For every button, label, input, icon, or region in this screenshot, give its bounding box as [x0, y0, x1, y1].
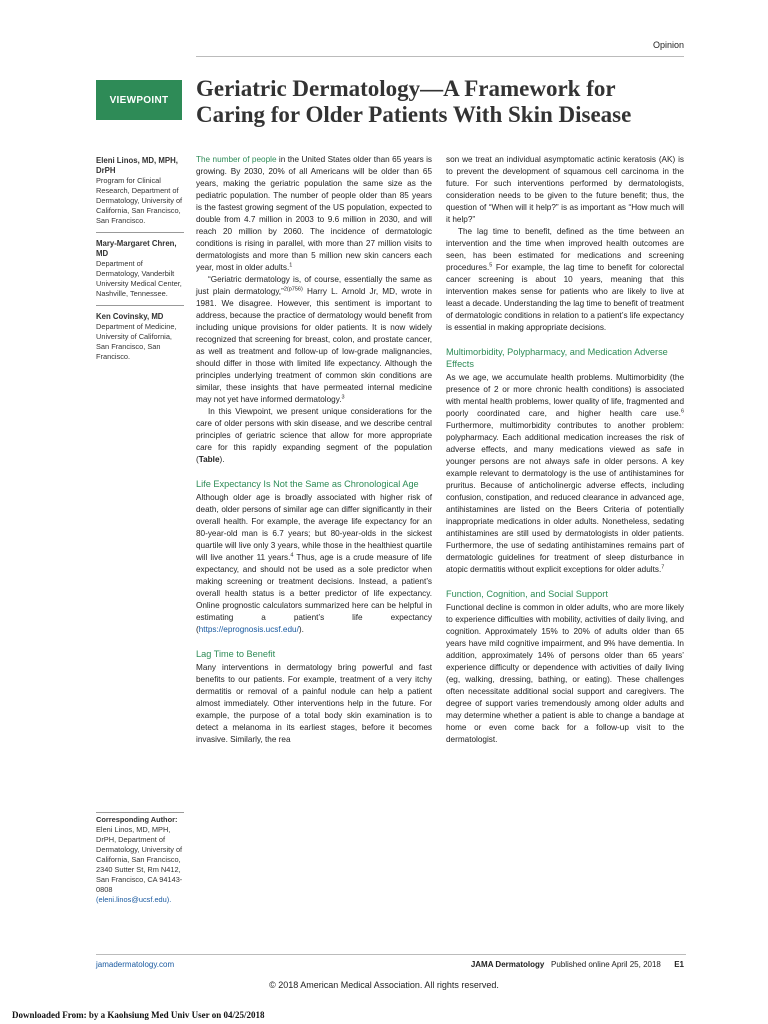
top-rule [196, 56, 684, 57]
heading-lag-time: Lag Time to Benefit [196, 649, 276, 659]
lead-in: The number of people [196, 155, 277, 164]
download-stamp: Downloaded From: by a Kaohsiung Med Univ User on 04/25/2018 [12, 1010, 265, 1020]
viewpoint-tag: VIEWPOINT [96, 80, 182, 120]
bottom-rule [96, 954, 686, 955]
author-block [96, 156, 184, 233]
corresponding-text: Eleni Linos, MD, MPH, DrPH, Department of Dermatology, University of California, San Francisco, 2340 Sutter St, Rm N412, San Francisco, CA 94143-0808 [96, 825, 183, 894]
section-label: Opinion [652, 40, 684, 50]
author-name: Eleni Linos, MD, MPH, DrPH [96, 156, 178, 175]
article-title: Geriatric Dermatology—A Framework for Caring for Older Patients With Skin Disease [196, 76, 632, 127]
corresponding-label: Corresponding Author: [96, 815, 178, 824]
author-affiliation: Department of Medicine, University of California, San Francisco, San Francisco. [96, 322, 177, 361]
author-name: Mary-Margaret Chren, MD [96, 239, 177, 258]
heading-multimorbidity: Multimorbidity, Polypharmacy, and Medication Adverse Effects [446, 347, 668, 369]
author-name: Ken Covinsky, MD [96, 312, 164, 321]
page-number: E1 [674, 960, 684, 969]
copyright: © 2018 American Medical Association. All rights reserved. [269, 980, 499, 990]
column-right: son we treat an individual asymptomatic actinic keratosis (AK) is to prevent the development of squamous cell carcinoma in the future. For such interventions performed by dermatologists, consideration needs to be given to the future benefit; thus, the question of “When will it help?” is as important as “How much will it help?” The lag time to benefit, defined as the time between an intervention and the time when improved health outcomes are seen, has been estimated for medications and screening procedures.$^5$ For example, the lag time to benefit for colorectal cancer screening is about 10 years, meaning that this intervention makes sense for patients who are likely to live at least a decade. Understanding the lag time to benefit of treatment of dermatologic conditions in relation to a patient’s life expectancy is essential in making appropriate decisions. Multimorbidity, Polypharmacy, and Medication Adverse Effects As we age, we accumulate health problems. Multimorbidity (the presence of 2 or more chronic health conditions) is associated with mental health problems, lower quality of life, fragmented and poorly coordinated care, and higher health care use.$^6$ Furthermore, multimorbidity contributes to another problem: polypharmacy. Each additional medication increases the risk of adverse effects, and many medications viewed as safe in younger persons are not always safe in older persons. A key example relevant to dermatology is the use of antihistamines for pruritus. Because of anticholinergic adverse effects, including confusion, constipation, and reduced clearance in advanced age, antihistamines are listed on the Beers Criteria of potentially inappropriate medications in older adults. Nonetheless, sedating antihistamines are still used by dermatologists in older patients. Furthermore, the use of sedating antihistamines remains part of dermatologic guidelines for treatment of sleep disturbance in atopic dermatitis without explicit exceptions for older adults.$^7$ Function, Cognition, and Social Support Functional decline is common in older adults, who are more likely to experience difficulties with mobility, activities of daily living, and cognition. Approximately 15% to 20% of adults older than 65 years have mild cognitive impairment, and 9% have dementia. In addition, approximately 14% of persons older than 65 years’ experience difficulty or dependence with activities of daily living (eg, walking, dressing, bathing, or eating). These challenges often necessitate additional social support and caregivers. The degree of support varies tremendously among older adults and may determine whether a patient is able to change a bandage at home or even come back for a follow-up visit to the dermatologist. [446, 155, 684, 744]
heading-function: Function, Cognition, and Social Support [446, 589, 608, 599]
corresponding-author [96, 812, 184, 905]
heading-life-expectancy: Life Expectancy Is Not the Same as Chronological Age [196, 479, 419, 489]
author-affiliation: Program for Clinical Research, Department of Dermatology, University of California, San Francisco, San Francisco. [96, 176, 183, 225]
paragraph-lag-time-continued: son we treat an individual asymptomatic actinic keratosis (AK) is to prevent the development of squamous cell carcinoma in the future. For such interventions performed by dermatologists, consideration needs to be given to the future benefit; thus, the question of “When will it help?” is as important as “How much will it help?” [446, 155, 684, 224]
author-block [96, 312, 184, 368]
table-reference[interactable]: Table [198, 455, 220, 464]
author-affiliation: Department of Dermatology, Vanderbilt University Medical Center, Nashville, Tennessee. [96, 259, 182, 298]
column-left: The number of people in the United States older than 65 years is growing. By 2030, 20% of all Americans will be older than 65 years, making the geriatric population the same size as the pediatric population. The number of people older than 85 years is the fastest growing segment of the US population, expected to double from 4.7 million in 2003 to 9.6 million in 2030, and will reach 20 million by 2060. The incidence of dermatologic conditions is rising in parallel, with more than 27 million visits to dermatologists and more than 5 million new skin cancers each year, most in older adults.$^1$ “Geriatric dermatology is, of course, essentially the same as just plain dermatology,”$^{2(p756)}$ Harry L. Arnold Jr, MD, wrote in 1981. We disagree. However, this sentiment is important to address, because the practice of dermatology would benefit from including unique provisions for older patients. It is now widely recognized that screening for breast, colon, and prostate cancer, as well as treatment and follow-up of low-grade malignancies, should differ in those with limited life expectancy. Although the principles underlying treatment of common skin conditions are similar, these insights that have permeated internal medicine may not yet have informed dermatology.$^3$ In this Viewpoint, we present unique considerations for the care of older persons with skin disease, and we describe central principles of geriatric science that allow for more appropriate care for this rapidly expanding segment of the population (Table). Life Expectancy Is Not the Same as Chronological Age Although older age is broadly associated with higher risk of death, older persons of similar age can differ significantly in their overall health. For example, the average life expectancy for an 80-year-old man is 6.7 years; but 80-year-olds in the sickest quartile will live only 3 years, while those in the healthiest quartile will live another 11 years.$^4$ Thus, age is a crude measure of life expectancy, and should not be used as a sole predictor when making screening or treatment decisions. Instead, a patient’s overall health status is a better predictor of life expectancy. Online prognostic calculators summarized here can be helpful in estimating a patient’s life expectancy (https://eprognosis.ucsf.edu/). Lag Time to Benefit Many interventions in dermatology bring powerful and fast benefits to our patients. For example, treatment of a very itchy dermatitis or removal of a painful nodule can help a patient almost immediately. Other interventions help in the future. For example, the purpose of a total body skin examination is to detect a melanoma in its earliest stages, before it becomes invasive. Similarly, the rea [196, 155, 432, 744]
corresponding-email-link[interactable]: (eleni.linos@ucsf.edu). [96, 895, 172, 904]
publish-date: Published online April 25, 2018 [551, 960, 661, 969]
journal-site-link[interactable]: jamadermatology.com [96, 960, 175, 969]
journal-name: JAMA Dermatology [470, 960, 545, 969]
author-sidebar [96, 156, 184, 374]
eprognosis-link[interactable]: https://eprognosis.ucsf.edu/ [198, 625, 299, 634]
author-block [96, 239, 184, 306]
paragraph-function: Functional decline is common in older adults, who are more likely to experience difficulties with mobility, activities of daily living, and cognition. Approximately 15% to 20% of adults older than 65 years have mild cognitive impairment, and 9% have dementia. In addition, approximately 14% of persons older than 65 years’ experience difficulty or dependence with activities of daily living (eg, walking, dressing, bathing, or eating). These challenges often necessitate additional social support and caregivers. The degree of support varies tremendously among older adults and may determine whether a patient is able to change a bandage at home or even come back for a follow-up visit to the dermatologist. [446, 603, 684, 744]
footer-citation [471, 960, 684, 969]
paragraph-lag-time: Many interventions in dermatology bring powerful and fast benefits to our patients. For example, treatment of a very itchy dermatitis or removal of a painful nodule can help a patient almost immediately. Other interventions help in the future. For example, the purpose of a total body skin examination is to detect a melanoma in its earliest stages, before it becomes invasive. Similarly, the rea [196, 663, 432, 744]
